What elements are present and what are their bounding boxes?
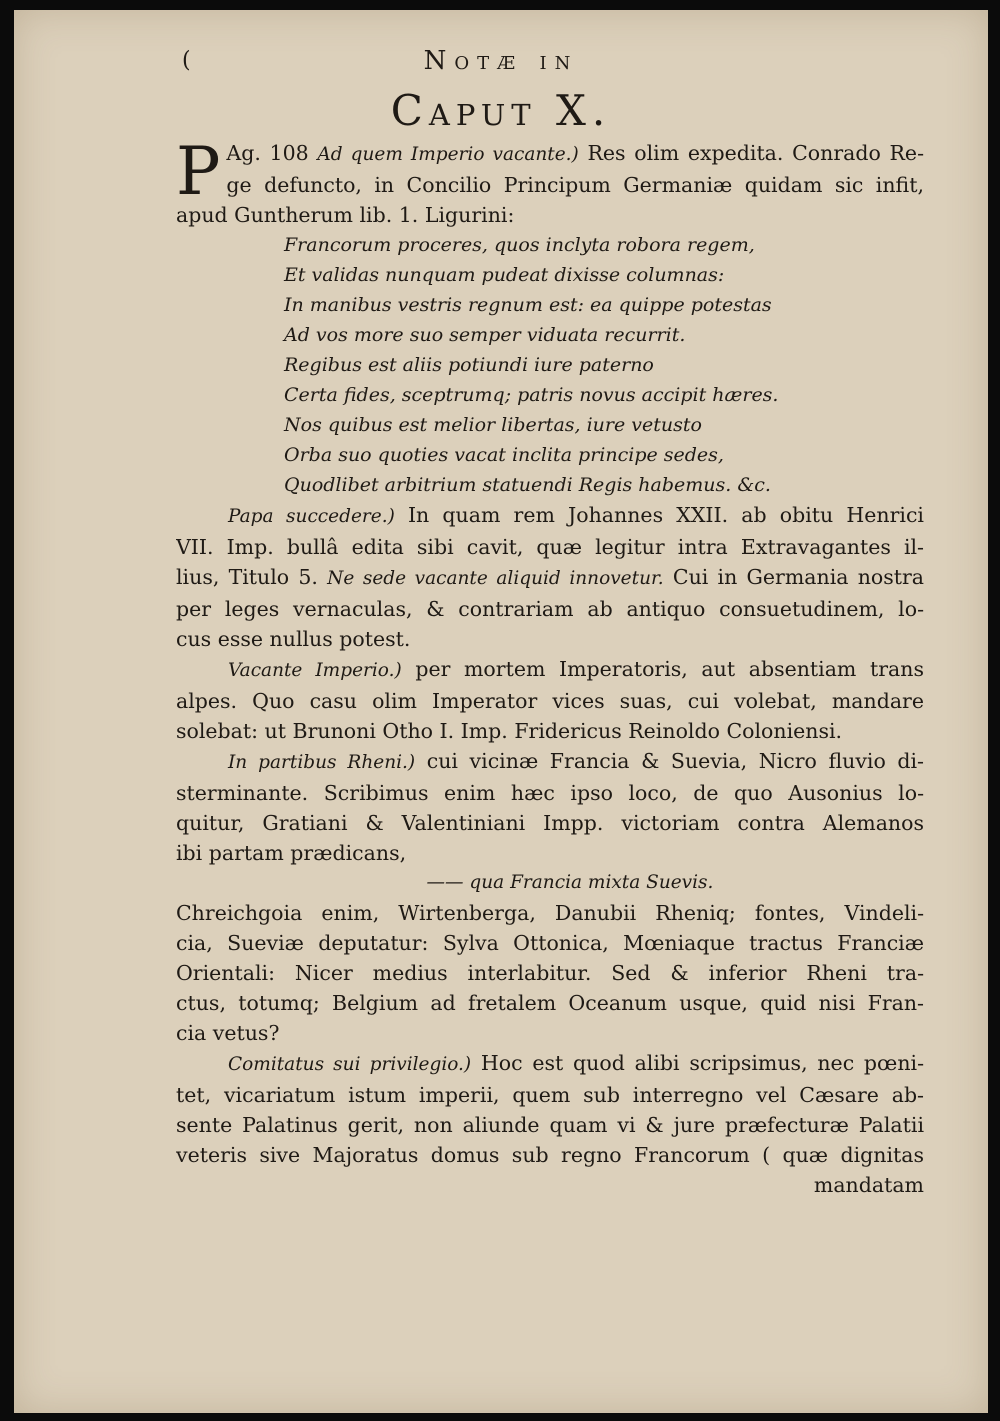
drop-cap: P: [176, 133, 221, 210]
paragraph-line: sente Palatinus gerit, non aliunde quam vi & jure præfecturæ Palatii: [176, 1113, 924, 1137]
running-head: Notæ in: [423, 46, 579, 76]
paragraph-line: ge defuncto, in Concilio Principum Germaniæ quidam sic infit,: [226, 173, 924, 197]
chapter-title: Caput X.: [390, 86, 612, 135]
verse-line: Ad vos more suo semper viduata recurrit.: [284, 324, 686, 346]
paragraph-line: Vacante Imperio.) per mortem Imperatoris, aut absentiam trans: [228, 657, 924, 681]
paragraph-line: ctus, totumq; Belgium ad fretalem Oceanum usque, quid nisi Fran-: [176, 991, 924, 1015]
paragraph-line: solebat: ut Brunoni Otho I. Imp. Fridericus Reinoldo Coloniensi.: [176, 719, 843, 743]
paragraph-line: VII. Imp. bullâ edita sibi cavit, quæ legitur intra Extravagantes il-: [176, 535, 924, 559]
paragraph-line: cia vetus?: [176, 1021, 280, 1045]
paragraph-line: ibi partam prædicans,: [176, 841, 407, 865]
paragraph-line: cus esse nullus potest.: [176, 627, 411, 651]
paragraph-line: lius, Titulo 5. Ne sede vacante aliquid innovetur. Cui in Germania nostra: [176, 565, 924, 589]
verse-line: Certa fides, sceptrumq; patris novus accipit hæres.: [284, 384, 779, 406]
paragraph-line: tet, vicariatum istum imperii, quem sub interregno vel Cæsare ab-: [176, 1083, 924, 1107]
corner-mark: (: [182, 48, 191, 73]
verse-line: Nos quibus est melior libertas, iure vetusto: [284, 414, 702, 436]
paragraph-line: quitur, Gratiani & Valentiniani Impp. victoriam contra Alemanos: [176, 811, 924, 835]
paragraph-line: per leges vernaculas, & contrariam ab antiquo consuetudinem, lo-: [176, 597, 924, 621]
paragraph-line: apud Guntherum lib. 1. Ligurini:: [176, 203, 515, 227]
paragraph-line: cia, Sueviæ deputatur: Sylva Ottonica, Mœniaque tractus Franciæ: [176, 931, 924, 955]
paragraph-line: alpes. Quo casu olim Imperator vices suas, cui volebat, mandare: [176, 689, 924, 713]
paragraph-line: Papa succedere.) In quam rem Johannes XXII. ab obitu Henrici: [228, 503, 924, 527]
paragraph-line: Comitatus sui privilegio.) Hoc est quod alibi scripsimus, nec pœni-: [228, 1051, 924, 1075]
verse-line: In manibus vestris regnum est: ea quippe potestas: [284, 294, 772, 316]
verse-line: Francorum proceres, quos inclyta robora regem,: [284, 234, 755, 256]
verse-line: Quodlibet arbitrium statuendi Regis habemus. &c.: [284, 474, 771, 496]
body-text: [176, 133, 924, 1200]
quoted-verse: —— qua Francia mixta Suevis.: [426, 872, 714, 893]
verse-line: Et validas nunquam pudeat dixisse columnas:: [284, 264, 725, 286]
verse-line: Orba suo quoties vacat inclita principe sedes,: [284, 444, 724, 466]
paragraph-line: Orientali: Nicer medius interlabitur. Sed & inferior Rheni tra-: [176, 961, 924, 985]
book-page: [14, 10, 988, 1413]
paragraph-line: In partibus Rheni.) cui vicinæ Francia & Suevia, Nicro fluvio di-: [228, 749, 924, 773]
verse-line: Regibus est aliis potiundi iure paterno: [284, 354, 654, 376]
paragraph-line: sterminante. Scribimus enim hæc ipso loco, de quo Ausonius lo-: [176, 781, 924, 805]
paragraph-line: Chreichgoia enim, Wirtenberga, Danubii Rheniq; fontes, Vindeli-: [176, 901, 924, 925]
paragraph-line: Ag. 108 Ad quem Imperio vacante.) Res olim expedita. Conrado Re-: [226, 141, 924, 165]
catchword: mandatam: [813, 1173, 924, 1197]
paragraph-line: veteris sive Majoratus domus sub regno Francorum ( quæ dignitas: [176, 1143, 924, 1167]
